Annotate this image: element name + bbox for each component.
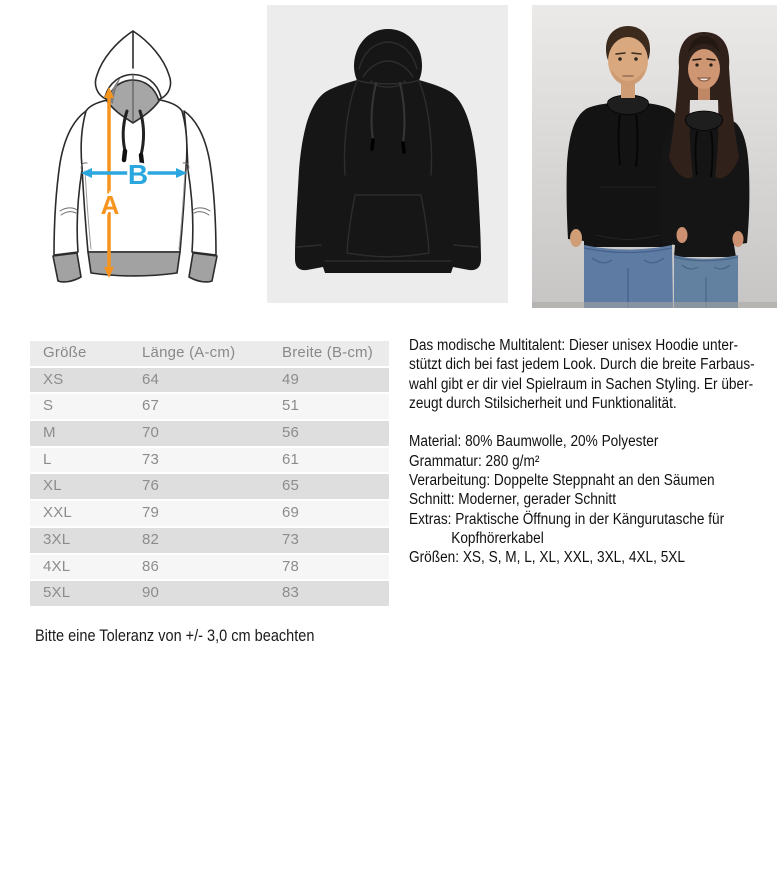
size-row-S [30, 394, 389, 419]
length-value: 67 [142, 397, 160, 415]
size-row-5XL [30, 581, 389, 606]
size-value: XL [43, 477, 62, 495]
size-table-body [30, 368, 389, 606]
width-value: 69 [282, 504, 300, 522]
size-value: L [43, 450, 52, 468]
col-breite: Breite (B-cm) [282, 344, 373, 361]
hoodie-measurement-diagram[interactable] [20, 5, 250, 305]
text-line: Verarbeitung: Doppelte Steppnaht an den Säumen [409, 472, 715, 490]
size-value: S [43, 397, 54, 415]
width-value: 51 [282, 397, 300, 415]
product-description [409, 336, 777, 568]
text-line: Kopfhörerkabel [451, 529, 544, 547]
width-value: 61 [282, 450, 300, 468]
size-row-XS [30, 368, 389, 393]
size-value: XXL [43, 504, 72, 522]
text-line: Extras: Praktische Öffnung in der Kängurutasche für [409, 510, 725, 528]
size-value: 4XL [43, 557, 71, 575]
size-table-header [30, 341, 389, 366]
hoodie-sketch [20, 5, 250, 305]
size-row-L [30, 448, 389, 473]
size-row-4XL [30, 555, 389, 580]
col-groesse: Größe [43, 344, 87, 361]
length-value: 86 [142, 557, 160, 575]
length-value: 82 [142, 530, 160, 548]
width-value: 73 [282, 530, 300, 548]
text-line: wahl gibt er dir viel Spielraum in Sachen Styling. Er über- [409, 375, 754, 393]
size-row-XL [30, 474, 389, 499]
length-value: 70 [142, 424, 160, 442]
size-value: M [43, 424, 56, 442]
models-photo-couple[interactable] [532, 5, 777, 308]
width-value: 56 [282, 424, 300, 442]
length-value: 90 [142, 584, 160, 602]
text-line: stützt dich bei fast jedem Look. Durch die breite Farbaus- [409, 356, 755, 374]
text-line: Das modische Multitalent: Dieser unisex Hoodie unter- [409, 337, 739, 354]
tolerance-note: Bitte eine Toleranz von +/- 3,0 cm beachten [35, 627, 315, 645]
width-value: 49 [282, 370, 300, 388]
size-value: 5XL [43, 584, 71, 602]
length-value: 73 [142, 450, 160, 468]
text-line: zeugt durch Stilsicherheit und Funktionalität. [409, 394, 677, 412]
text-line: Material: 80% Baumwolle, 20% Polyester [409, 433, 659, 451]
product-photo-black-hoodie[interactable] [267, 5, 508, 303]
size-row-M [30, 421, 389, 446]
couple-wearing-hoodies-image [532, 5, 777, 308]
text-line: Grammatur: 280 g/m² [409, 452, 540, 470]
description-intro [409, 336, 777, 413]
black-hoodie-image [267, 5, 508, 303]
text-line: Größen: XS, S, M, L, XL, XXL, 3XL, 4XL, 5XL [409, 549, 685, 567]
col-laenge: Länge (A-cm) [142, 344, 236, 361]
description-gap [409, 413, 777, 432]
width-value: 83 [282, 584, 300, 602]
length-value: 79 [142, 504, 160, 522]
size-row-3XL [30, 528, 389, 553]
size-value: XS [43, 370, 64, 388]
text-line: Schnitt: Moderner, gerader Schnitt [409, 491, 616, 509]
size-row-XXL [30, 501, 389, 526]
length-value: 64 [142, 370, 160, 388]
length-value: 76 [142, 477, 160, 495]
width-value: 78 [282, 557, 300, 575]
length-label: A [100, 190, 120, 220]
description-specs [409, 432, 777, 567]
size-value: 3XL [43, 530, 71, 548]
size-table [30, 341, 389, 608]
width-value: 65 [282, 477, 300, 495]
width-label: B [127, 159, 149, 190]
